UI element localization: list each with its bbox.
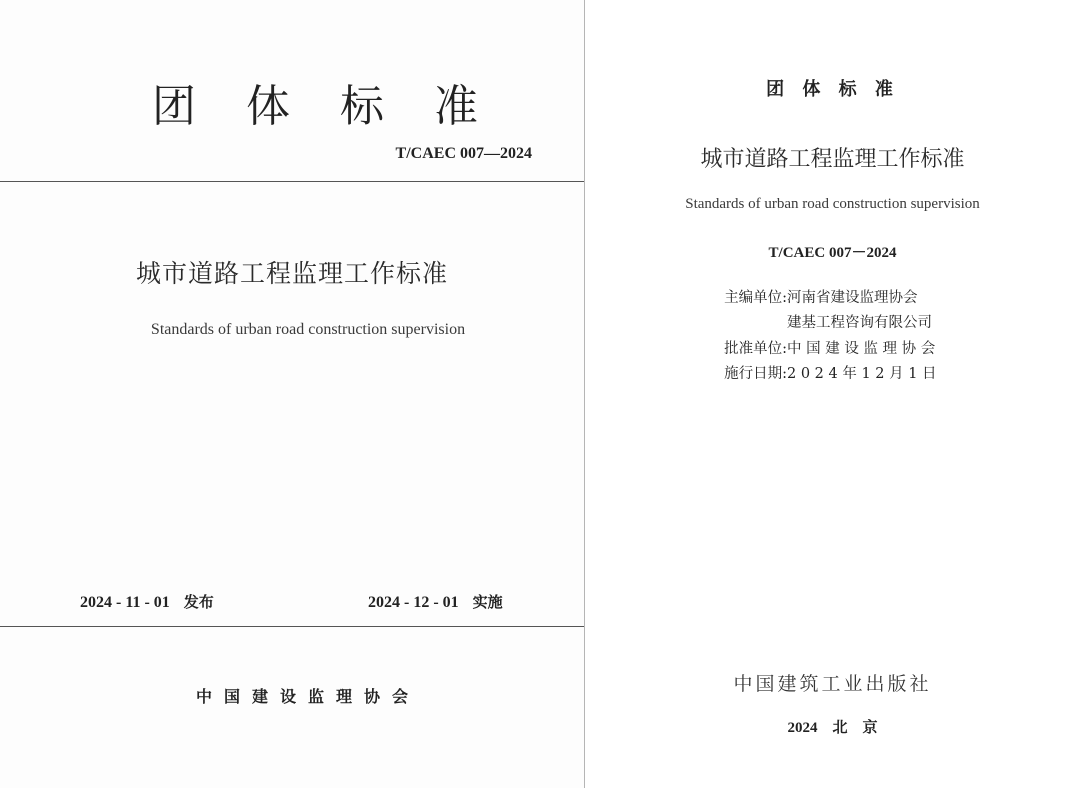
implement-date-line [368, 591, 503, 612]
effective-date-row [703, 362, 937, 383]
title-page-title-english: Standards of urban road construction supervision [685, 196, 980, 212]
publisher: 中国建筑工业出版社 [733, 673, 932, 695]
implement-date: 2024 - 12 - 01 [368, 594, 459, 611]
approver-row [703, 337, 935, 358]
chief-editor-row [703, 286, 918, 307]
chief-editor-2: 建基工程咨询有限公司 [787, 315, 932, 331]
cover-bottom-divider [0, 626, 584, 627]
title-page-standard-code: T/CAEC 007－2024 [768, 245, 897, 261]
cover-top-divider [0, 181, 584, 182]
release-date-line [80, 591, 214, 612]
chief-editor-row-2 [787, 311, 932, 332]
implement-label: 实施 [472, 593, 503, 611]
release-date: 2024 - 11 - 01 [80, 594, 170, 611]
title-page-standard-type: 团 体 标 准 [766, 79, 899, 100]
chief-editor-label: 主编单位: [724, 290, 787, 306]
approver: 中 国 建 设 监 理 协 会 [787, 341, 936, 357]
effective-label: 施行日期: [724, 366, 787, 382]
chief-editor-1: 河南省建设监理协会 [787, 290, 918, 306]
publication-year-place: 2024 北 京 [787, 720, 878, 736]
effective-date: 2 0 2 4 年 1 2 月 1 日 [787, 366, 937, 382]
cover-title-english: Standards of urban road construction supervision [150, 321, 466, 338]
cover-standard-code: T/CAEC 007—2024 [395, 145, 532, 162]
release-label: 发布 [183, 593, 214, 611]
cover-title-chinese: 城市道路工程监理工作标准 [135, 259, 448, 288]
cover-issuer: 中国建设监理协会 [195, 687, 420, 706]
cover-standard-type: 团 体 标 准 [152, 81, 496, 132]
approver-label: 批准单位: [724, 341, 787, 357]
title-page-title-chinese: 城市道路工程监理工作标准 [700, 147, 965, 172]
title-page [585, 0, 1080, 788]
